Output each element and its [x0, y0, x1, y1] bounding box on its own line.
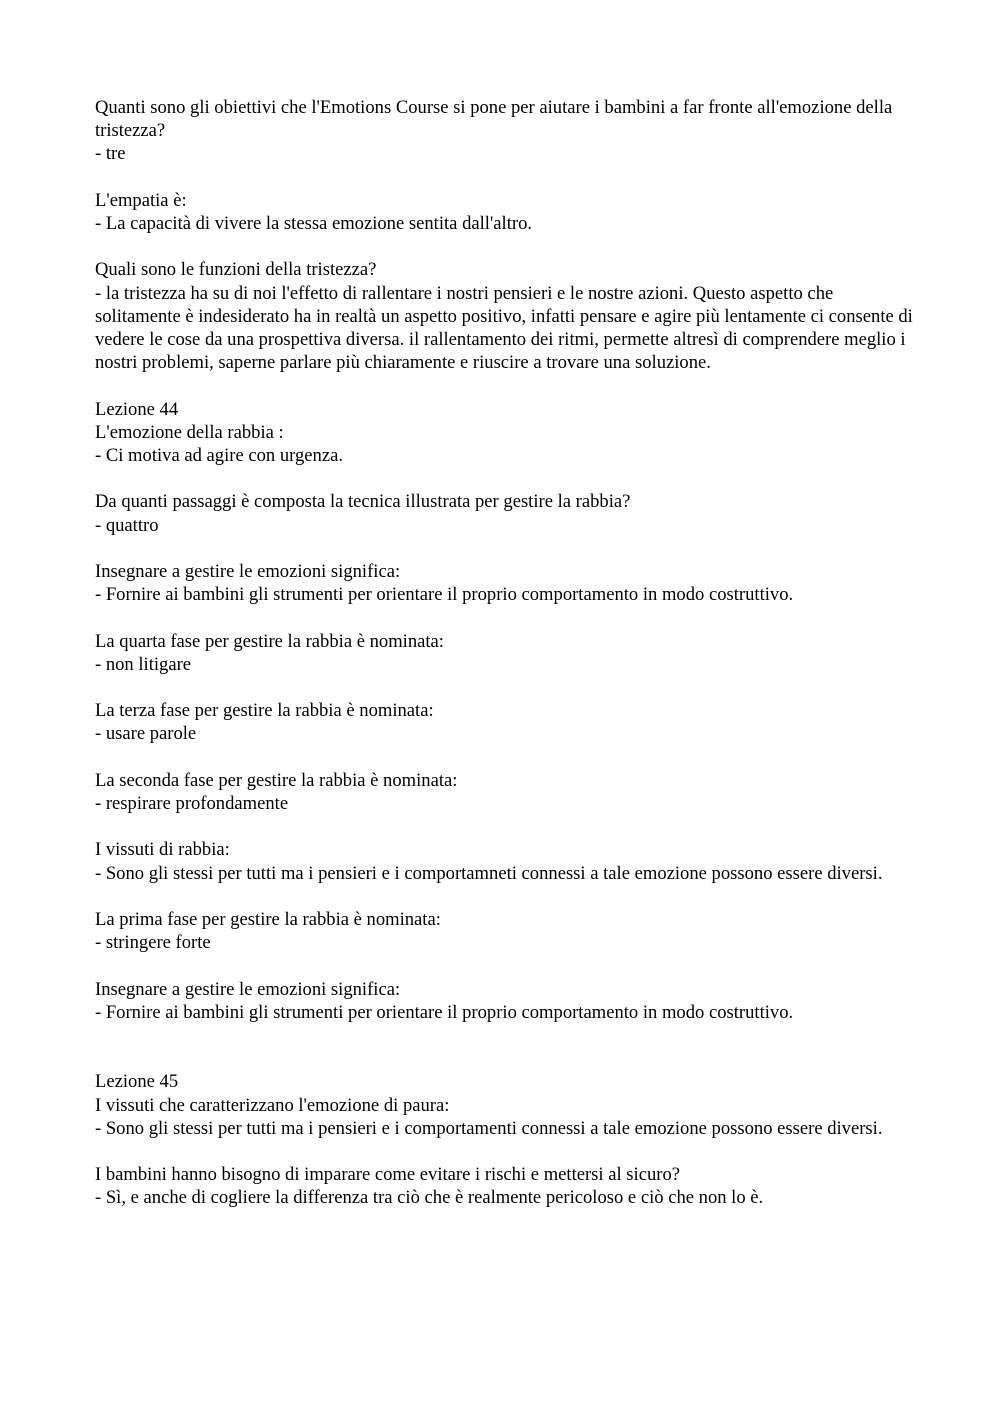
answer-text: - Fornire ai bambini gli strumenti per orientare il proprio comportamento in modo costruttivo.	[95, 1001, 794, 1023]
answer-text: - non litigare	[95, 653, 192, 675]
qa-block-funzioni-tristezza	[95, 258, 915, 374]
qa-block-lezione-45-paura	[95, 1070, 915, 1140]
question-text: Insegnare a gestire le emozioni significa:	[95, 560, 401, 582]
document-page	[95, 96, 915, 1233]
question-text: Quali sono le funzioni della tristezza?	[95, 259, 377, 281]
question-text: L'emozione della rabbia :	[95, 421, 284, 443]
qa-block-gestire-emozioni-repeat	[95, 978, 915, 1024]
answer-text: - La capacità di vivere la stessa emozione sentita dall'altro.	[95, 213, 533, 234]
answer-text: - la tristezza ha su di noi l'effetto di rallentare i nostri pensieri e le nostre azioni. Questo aspetto che solitamente è indesiderato ha in realtà un aspetto positivo, infatti pensare e agire più lentamente ci consente di vedere le cose da una prospettiva diversa. il rallentamento dei ritmi, permette altresì di comprendere meglio i nostri problemi, saperne parlare più chiaramente e riuscire a trovare una soluzione.	[95, 282, 913, 374]
section-heading-lezione-44: Lezione 44	[95, 398, 179, 420]
question-text: La terza fase per gestire la rabbia è nominata:	[95, 700, 434, 722]
answer-text: - Sì, e anche di cogliere la differenza tra ciò che è realmente pericoloso e ciò che non lo è.	[95, 1187, 764, 1209]
qa-block-rischi-sicuro	[95, 1163, 915, 1209]
answer-text: - quattro	[95, 514, 159, 536]
qa-block-quarta-fase	[95, 630, 915, 676]
question-text: Insegnare a gestire le emozioni significa:	[95, 978, 401, 1000]
answer-text: - usare parole	[95, 723, 197, 745]
question-text: L'empatia è:	[95, 189, 187, 211]
question-text: I bambini hanno bisogno di imparare come evitare i rischi e mettersi al sicuro?	[95, 1164, 680, 1186]
qa-block-seconda-fase	[95, 769, 915, 815]
answer-text: - Sono gli stessi per tutti ma i pensieri e i comportamneti connessi a tale emozione possono essere diversi.	[95, 862, 883, 884]
qa-block-empatia	[95, 189, 915, 235]
question-text: Da quanti passaggi è composta la tecnica illustrata per gestire la rabbia?	[95, 491, 631, 513]
qa-block-terza-fase	[95, 699, 915, 745]
question-text: Quanti sono gli obiettivi che l'Emotions Course si pone per aiutare i bambini a far fronte all'emozione della tristezza?	[95, 97, 893, 142]
question-text: I vissuti che caratterizzano l'emozione di paura:	[95, 1094, 450, 1116]
question-text: La quarta fase per gestire la rabbia è nominata:	[95, 630, 444, 652]
qa-block-vissuti-rabbia	[95, 838, 915, 884]
answer-text: - Fornire ai bambini gli strumenti per orientare il proprio comportamento in modo costruttivo.	[95, 584, 794, 606]
qa-block-gestire-emozioni	[95, 560, 915, 606]
qa-block-prima-fase	[95, 908, 915, 954]
question-text: I vissuti di rabbia:	[95, 839, 230, 861]
question-text: La seconda fase per gestire la rabbia è nominata:	[95, 769, 458, 791]
qa-block-lezione-44-rabbia	[95, 398, 915, 468]
answer-text: - Ci motiva ad agire con urgenza.	[95, 445, 344, 466]
answer-text: - Sono gli stessi per tutti ma i pensieri e i comportamenti connessi a tale emozione possono essere diversi.	[95, 1117, 883, 1139]
section-heading-lezione-45: Lezione 45	[95, 1071, 179, 1093]
qa-block-obiettivi-tristezza	[95, 96, 915, 166]
answer-text: - stringere forte	[95, 932, 211, 954]
answer-text: - respirare profondamente	[95, 792, 289, 814]
question-text: La prima fase per gestire la rabbia è nominata:	[95, 908, 441, 930]
answer-text: - tre	[95, 143, 126, 165]
qa-block-passaggi-tecnica	[95, 490, 915, 536]
